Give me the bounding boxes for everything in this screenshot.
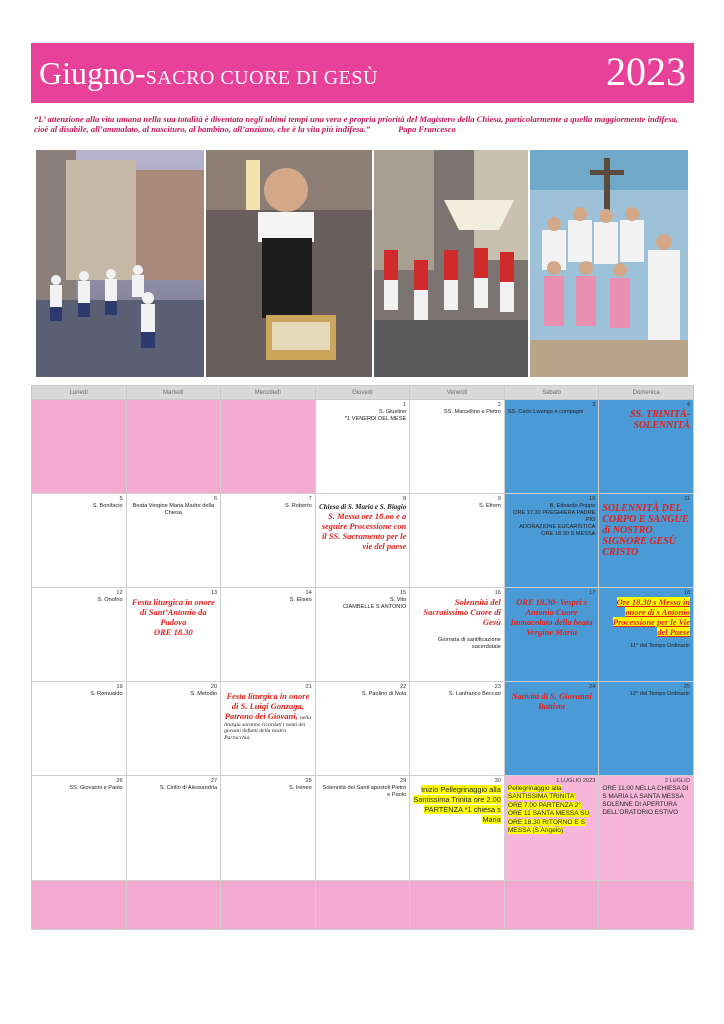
weekday-header: Giovedì [315,386,410,400]
day-number: 15 [400,590,407,596]
day-note: ADORAZIONE EUCARISTICA [519,524,596,530]
day-cell [315,588,410,682]
day-cell [410,682,505,776]
day-cell-empty [126,881,221,930]
day-number: 8 [403,496,407,502]
day-event: Festa liturgica in onore di Sant’Antonio da Padova [131,597,215,627]
day-event: SOLENNITÀ DEL CORPO E SANGUE di NOSTRO SIGNORE GESÙ CRISTO [602,503,689,558]
day-cell [221,588,316,682]
day-event: Inizio Pellegrinaggio alla Santissima Trinita ore 2.00 PARTENZA *1 chiesa s Maria [413,785,501,824]
day-saint: SS. Carlo Lwanga e compagni [507,409,584,415]
day-note: ORE 17.30 PREGHIERA PADRE PIO [513,510,596,523]
day-cell-empty [32,400,127,494]
day-number: 13 [210,590,218,596]
day-cell [315,682,410,776]
page-header [31,43,694,103]
weekday-header: Sabato [504,386,599,400]
photo-saint-statue [206,150,372,377]
day-saint: S. Ireneo [288,785,312,791]
day-number: 28 [305,778,312,784]
day-cell [504,400,599,494]
day-cell [504,776,599,881]
day-cell [126,776,221,881]
day-note: Pellegrinaggio alla SANTISSIMA TRINITA’ [507,785,576,801]
day-cell-empty [504,881,599,930]
day-cell [504,588,599,682]
weekday-header: Martedì [126,386,221,400]
day-number: 23 [494,684,501,690]
week-row [32,588,694,682]
weekday-header: Lunedì [32,386,127,400]
day-cell [410,588,505,682]
day-saint: B. Edoardo Poppe [549,503,596,509]
day-cell-empty [410,881,505,930]
day-note: nella [299,715,312,721]
day-cell [126,494,221,588]
day-saint: S. Vito [389,597,407,603]
day-number: 26 [116,778,123,784]
day-saint: SS. Marcellino e Pietro [443,409,501,415]
day-number: 3 [592,402,596,408]
day-note: ORE 18.30 S MESSA [541,531,596,537]
day-cell [599,400,694,494]
day-cell-empty [32,881,127,930]
day-event: Solennità del Sacratissimo Cuore di Gesù [423,597,501,627]
day-saint: S. Metodio [190,691,218,697]
day-saint: S. Bonifacio [92,503,123,509]
day-cell [221,682,316,776]
day-cell [126,682,221,776]
day-number: 4 [686,402,690,408]
photo-procession [374,150,528,377]
day-cell [221,494,316,588]
day-note: ORE 11.00 NELLA CHIESA DI S MARIA LA SANTA MESSA SOLENNE DI APERTURA DELL’ORATORIO ESTIVO [602,785,689,816]
day-cell-empty [126,400,221,494]
day-cell [599,682,694,776]
day-number: 18 [683,590,690,596]
day-number: 7 [308,496,312,502]
day-cell [504,494,599,588]
day-number: 1 LUGLIO 2023 [556,778,596,784]
day-event-time: ORE 18.30 [153,627,193,637]
weekday-header: Venerdì [410,386,505,400]
day-number: 30 [494,778,501,784]
month-name: Giugno- [39,55,146,91]
day-number: 11 [684,496,690,502]
day-note: liturgia saranno ricordati i nomi dei giovani defunti della nostra Parrocchia. [224,721,306,741]
day-saint: S. Lanfranco Beccari [448,691,501,697]
day-cell [315,400,410,494]
day-saint: S. Cirillo di Alessandria [159,785,218,791]
day-saint: Solennità dei Santi apostoli Pietro e Paolo [322,785,407,798]
day-cell [32,682,127,776]
month-title [39,53,378,98]
day-saint: Beata Vergine Maria Madre della Chiesa [132,503,215,516]
day-note: ORE 18.30 RITORNO E S MESSA (S Angelo) [507,818,586,835]
day-note: 11° del Tempo Ordinario [630,643,690,649]
week-row [32,494,694,588]
day-event: ORE 18.30- Vespri s Antonio Cuore Immacolato della beata Vergine Maria [510,597,593,637]
day-number: 12 [116,590,123,596]
day-number: 20 [210,684,218,690]
day-cell-empty [315,881,410,930]
day-number: 1 [403,402,407,408]
day-number: 25 [683,684,690,690]
day-number: 16 [494,590,501,596]
day-number: 29 [400,778,407,784]
day-cell [410,400,505,494]
weekday-header: Domenica [599,386,694,400]
day-event: SS. TRINITÀ- SOLENNITÀ [629,409,690,431]
day-saint: S. Onofrio [97,597,123,603]
day-cell-empty [221,400,316,494]
weekday-header: Mercoledì [221,386,316,400]
day-saint: S. Giustino [378,409,407,415]
day-number: 9 [497,496,501,502]
day-number: 19 [116,684,123,690]
day-event: Ore 18.30 s Messa in onore di s Antonio Processione per le Vie del Paese [612,597,690,637]
day-number: 27 [210,778,218,784]
day-saint: S. Eliseo [289,597,312,603]
month-subtitle: SACRO CUORE DI GESÙ [145,67,378,89]
day-event-location: Chiesa di S. Maria e S. Biagio [319,503,407,511]
day-number: 2 LUGLIO [664,778,690,784]
week-row [32,776,694,881]
year-label: 2023 [606,49,686,94]
day-cell [32,776,127,881]
photo-children-street [36,150,204,377]
day-cell [410,776,505,881]
day-number: 10 [589,496,596,502]
day-number: 5 [119,496,123,502]
day-note: *1 VENERDI DEL MESE [344,416,407,422]
day-cell [126,588,221,682]
day-number: 24 [589,684,596,690]
day-number: 14 [305,590,312,596]
day-saint: S. Roberto [284,503,312,509]
day-saint: S. Paolino di Nola [361,691,407,697]
calendar-grid [31,385,694,930]
day-note: 12° del Tempo Ordinario [629,691,690,697]
week-row-empty [32,881,694,930]
day-number: 21 [305,684,312,690]
week-row [32,682,694,776]
day-cell [32,494,127,588]
quote-text: “L’ attenzione alla vita umana nella sua totalità è diventata negli ultimi tempi una vera e propria priorità del Magistero della Chiesa, particolarmente a quella maggiormente indifesa, cioè al disabile, all’ammalato, al nascituro, al bambino, all’anziano, che è la vita più indifesa.” [34,114,678,134]
day-note: CIAMBELLE S ANTONIO [342,604,407,610]
day-cell [599,776,694,881]
photo-group-priest [530,150,688,377]
day-cell-empty [221,881,316,930]
day-number: 2 [497,402,501,408]
weekday-header-row [32,386,694,400]
day-number: 17 [589,590,596,596]
day-number: 22 [400,684,407,690]
day-saint: S. Efrem [479,503,501,509]
day-note: Giornata di santificazione sacerdotale [438,637,501,650]
day-saint: S. Romualdo [90,691,123,697]
day-cell-empty [599,881,694,930]
day-cell [599,494,694,588]
quote-author: Papa Francesco [398,124,456,134]
day-cell [315,494,410,588]
week-row [32,400,694,494]
day-number: 6 [214,496,218,502]
day-event: Festa liturgica in onore di S. Luigi Gonzaga, Patrono dei Giovani, [224,691,310,721]
day-cell [599,588,694,682]
day-event: S. Messa ore 18.oo e a seguire Processione con il SS. Sacramento per le vie del paese [321,511,407,551]
day-note: ORE 7.00 PARTENZA 2° ORE 11 SANTA MESSA SU [507,801,590,818]
day-cell [221,776,316,881]
day-cell [32,588,127,682]
pope-quote [34,114,694,134]
day-event: Natività di S. Giovanni Battista [511,691,592,711]
day-cell [504,682,599,776]
day-cell [315,776,410,881]
day-saint: SS. Giovanni e Paolo [69,785,123,791]
day-cell [410,494,505,588]
